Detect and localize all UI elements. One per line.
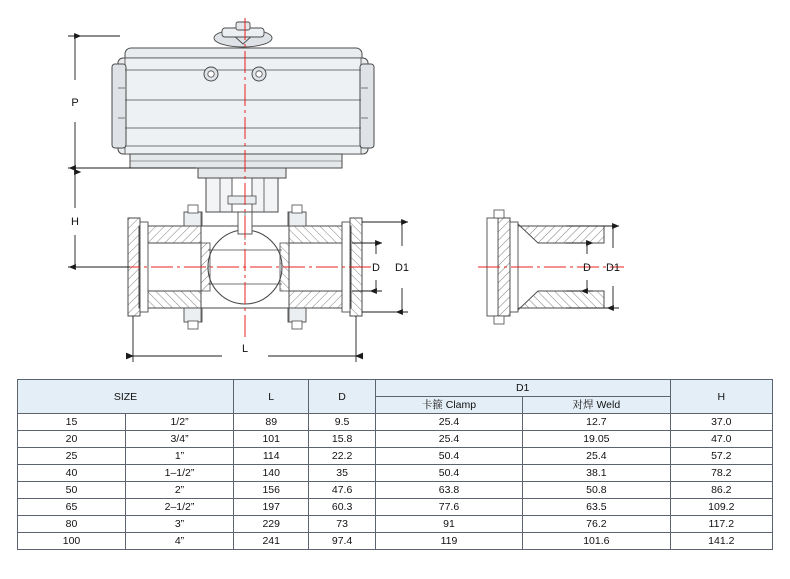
cell-clamp: 119 (375, 533, 522, 550)
cell-l: 241 (234, 533, 309, 550)
cell-dn: 25 (18, 448, 126, 465)
cell-d: 60.3 (309, 499, 375, 516)
cell-dn: 50 (18, 482, 126, 499)
table-row (18, 482, 773, 499)
dimension-d-left-label: D (372, 262, 380, 274)
cell-h: 117.2 (670, 516, 772, 533)
table-row (18, 516, 773, 533)
valve-mounting-bracket-graphic (198, 168, 286, 212)
cell-dn: 40 (18, 465, 126, 482)
cell-d: 22.2 (309, 448, 375, 465)
cell-weld: 19.05 (523, 431, 670, 448)
cell-l: 101 (234, 431, 309, 448)
cell-dn: 20 (18, 431, 126, 448)
table-head (18, 380, 773, 414)
header-d: D (309, 380, 375, 414)
cell-inch: 1–1/2” (126, 465, 234, 482)
cell-inch: 3” (126, 516, 234, 533)
table-body (18, 414, 773, 550)
header-clamp: 卡箍 Clamp (375, 397, 522, 414)
cell-d: 35 (309, 465, 375, 482)
dimension-h-label: H (71, 216, 79, 228)
cell-weld: 12.7 (523, 414, 670, 431)
cell-weld: 50.8 (523, 482, 670, 499)
cell-dn: 65 (18, 499, 126, 516)
cell-clamp: 25.4 (375, 414, 522, 431)
cell-h: 57.2 (670, 448, 772, 465)
cell-dn: 80 (18, 516, 126, 533)
cell-weld: 101.6 (523, 533, 670, 550)
cell-l: 197 (234, 499, 309, 516)
cell-inch: 2–1/2” (126, 499, 234, 516)
cell-weld: 38.1 (523, 465, 670, 482)
cell-inch: 3/4” (126, 431, 234, 448)
dimension-spec-table (17, 379, 773, 550)
cell-l: 156 (234, 482, 309, 499)
cell-clamp: 91 (375, 516, 522, 533)
dimension-l-label: L (241, 343, 249, 355)
header-weld: 对焊 Weld (523, 397, 670, 414)
dimension-d1-left-label: D1 (394, 262, 410, 274)
cell-clamp: 77.6 (375, 499, 522, 516)
dimension-d1-right-label: D1 (605, 262, 621, 274)
cell-inch: 2” (126, 482, 234, 499)
pneumatic-actuator-graphic (112, 22, 374, 168)
cell-l: 89 (234, 414, 309, 431)
header-l: L (234, 380, 309, 414)
table-row (18, 448, 773, 465)
cell-d: 15.8 (309, 431, 375, 448)
cell-h: 109.2 (670, 499, 772, 516)
cell-clamp: 25.4 (375, 431, 522, 448)
cell-inch: 4” (126, 533, 234, 550)
header-size: SIZE (18, 380, 234, 414)
cell-h: 141.2 (670, 533, 772, 550)
header-d1: D1 (375, 380, 670, 397)
cell-dn: 100 (18, 533, 126, 550)
cell-weld: 63.5 (523, 499, 670, 516)
cell-l: 140 (234, 465, 309, 482)
cell-d: 97.4 (309, 533, 375, 550)
table-header-row-1 (18, 380, 773, 397)
cell-d: 9.5 (309, 414, 375, 431)
cell-inch: 1” (126, 448, 234, 465)
cell-h: 78.2 (670, 465, 772, 482)
cell-clamp: 63.8 (375, 482, 522, 499)
cell-l: 114 (234, 448, 309, 465)
cell-weld: 25.4 (523, 448, 670, 465)
table-row (18, 414, 773, 431)
cell-clamp: 50.4 (375, 448, 522, 465)
dimension-d-right-label: D (583, 262, 591, 274)
table-row (18, 499, 773, 516)
cell-h: 86.2 (670, 482, 772, 499)
header-h: H (670, 380, 772, 414)
cell-weld: 76.2 (523, 516, 670, 533)
cell-d: 73 (309, 516, 375, 533)
cell-clamp: 50.4 (375, 465, 522, 482)
table-row (18, 431, 773, 448)
cell-inch: 1/2” (126, 414, 234, 431)
cell-h: 47.0 (670, 431, 772, 448)
cell-dn: 15 (18, 414, 126, 431)
table-row (18, 533, 773, 550)
cell-h: 37.0 (670, 414, 772, 431)
table-row (18, 465, 773, 482)
cell-d: 47.6 (309, 482, 375, 499)
cell-l: 229 (234, 516, 309, 533)
dimension-p-label: P (71, 97, 79, 109)
